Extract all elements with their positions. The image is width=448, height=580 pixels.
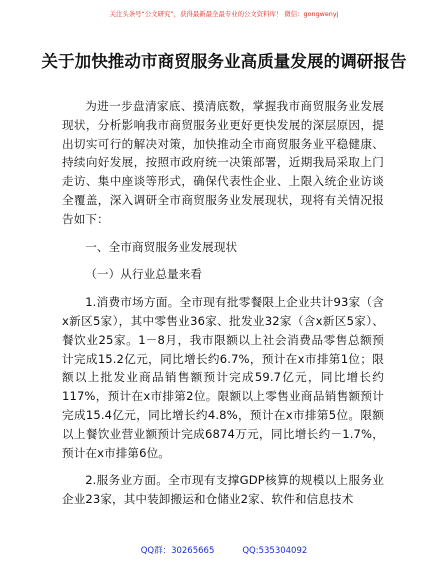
subsection-heading: （一）从行业总量来看 <box>85 267 203 282</box>
top-banner: 关注头条号“公文研究”，获得最新最全最专业的公文资料库！ 微信：gongwenyj <box>109 10 339 18</box>
intro-paragraph: 为进一步盘清家底、摸清底数，掌握我市商贸服务业发展现状，分析影响我市商贸服务业更好更快发展的深层原因，提出切实可行的解决对策，加快推动全市商贸服务业平稳健康、持续向好发展，按照市政府统一决策部署，近期我局采取上门走访、集中座谈等形式，确保代表性企业、上限入统企业访谈全覆盖，深入调研全市商贸服务业发展现状，现将有关情况报告如下： <box>62 99 384 226</box>
footer-qq: QQ:535304092 <box>242 546 308 556</box>
paragraph-consumer-market: 1.消费市场方面。全市现有批零餐限上企业共计93家（含x新区5家），其中零售业36家、批发业32家（含x新区5家）、餐饮业25家。1－8月，我市限额以上社会消费品零售总额预计完成15.2亿元，同比增长约6.7%，预计在x市排第1位；限额以上批发业商品销售额预计完成59.7亿元，同比增长约117%，预计在x市排第2位。限额以上零售业商品销售额预计完成15.4亿元，同比增长约4.8%，预计在x市排第5位。限额以上餐饮业营业额预计完成6874万元，同比增长约－1.7%，预计在x市排第6位。 <box>62 295 384 460</box>
document-body <box>62 97 384 509</box>
section-heading: 一、全市商贸服务业发展现状 <box>85 239 238 254</box>
document-title: 关于加快推动市商贸服务业高质量发展的调研报告 <box>41 52 407 71</box>
footer-qq-group: QQ群：30265665 <box>140 546 215 556</box>
footer-banner <box>0 544 448 556</box>
paragraph-service-industry: 2.服务业方面。全市现有支撑GDP核算的规模以上服务业企业23家，其中装卸搬运和仓储业2家、软件和信息技术 <box>62 473 384 507</box>
